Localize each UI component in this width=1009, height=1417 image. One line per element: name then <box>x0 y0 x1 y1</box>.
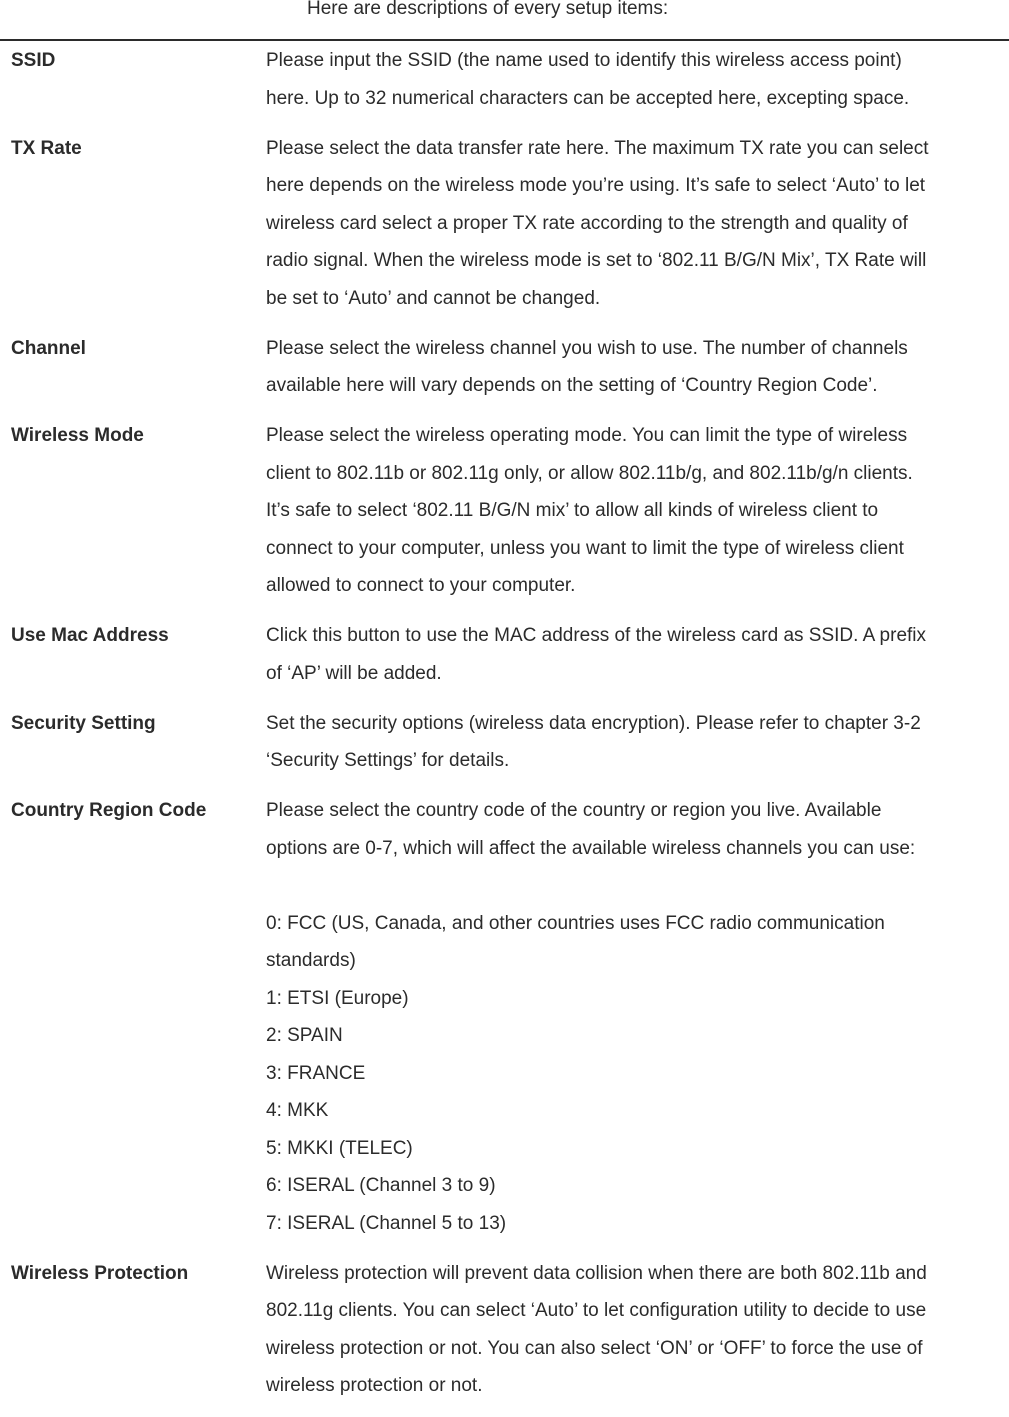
definition-description <box>254 42 989 117</box>
description-line: Wireless protection will prevent data collision when there are both 802.11b and <box>266 1262 927 1284</box>
definition-description <box>254 705 989 780</box>
description-line: here. Up to 32 numerical characters can be accepted here, excepting space. <box>266 87 910 109</box>
definition-term: Country Region Code <box>11 800 207 821</box>
definition-description <box>254 330 989 405</box>
definition-row <box>0 130 1009 318</box>
description-line: here depends on the wireless mode you’re using. It’s safe to select ‘Auto’ to let <box>266 175 926 196</box>
description-line: Please select the country code of the country or region you live. Available <box>266 800 882 821</box>
description-line: of ‘AP’ will be added. <box>266 662 442 684</box>
definition-term: Wireless Mode <box>11 425 144 446</box>
definition-term: Wireless Protection <box>11 1262 189 1284</box>
description-line: be set to ‘Auto’ and cannot be changed. <box>266 287 601 309</box>
description-line: Please select the data transfer rate here. The maximum TX rate you can select <box>266 137 929 159</box>
definition-term: Channel <box>11 337 86 359</box>
description-line: 7: ISERAL (Channel 5 to 13) <box>266 1212 507 1234</box>
header-divider <box>0 39 1009 41</box>
definition-term: SSID <box>11 50 56 71</box>
description-line: available here will vary depends on the setting of ‘Country Region Code’. <box>266 375 878 396</box>
description-line: 4: MKK <box>266 1100 329 1121</box>
blank-line <box>266 867 989 905</box>
definition-term: TX Rate <box>11 137 82 159</box>
definition-row <box>0 617 1009 692</box>
definition-description <box>254 130 989 318</box>
definition-description <box>254 617 989 692</box>
definition-row <box>0 1255 1009 1405</box>
description-line: Set the security options (wireless data encryption). Please refer to chapter 3-2 <box>266 712 921 734</box>
description-line: wireless protection or not. <box>266 1375 483 1396</box>
definition-row <box>0 705 1009 780</box>
description-line: 1: ETSI (Europe) <box>266 987 409 1009</box>
description-line: 5: MKKI (TELEC) <box>266 1137 413 1159</box>
definition-row <box>0 330 1009 405</box>
description-line: wireless card select a proper TX rate according to the strength and quality of <box>266 212 908 234</box>
definition-term: Security Setting <box>11 712 156 734</box>
definition-description <box>254 792 989 1242</box>
description-line: 6: ISERAL (Channel 3 to 9) <box>266 1175 496 1196</box>
definition-list <box>0 42 1009 1417</box>
description-line: wireless protection or not. You can also select ‘ON’ or ‘OFF’ to force the use of <box>266 1337 923 1359</box>
description-line: Click this button to use the MAC address of the wireless card as SSID. A prefix <box>266 625 927 646</box>
description-line: It’s safe to select ‘802.11 B/G/N mix’ to allow all kinds of wireless client to <box>266 500 879 521</box>
definition-term: Use Mac Address <box>11 625 169 646</box>
description-line: ‘Security Settings’ for details. <box>266 750 510 771</box>
definition-row <box>0 417 1009 605</box>
description-line: Please select the wireless channel you wish to use. The number of channels <box>266 337 908 359</box>
description-line: Please select the wireless operating mode. You can limit the type of wireless <box>266 425 908 446</box>
description-line: 2: SPAIN <box>266 1025 343 1046</box>
description-line: Please input the SSID (the name used to identify this wireless access point) <box>266 50 902 71</box>
definition-description <box>254 1255 989 1405</box>
description-line: radio signal. When the wireless mode is set to ‘802.11 B/G/N Mix’, TX Rate will <box>266 250 927 271</box>
description-line: options are 0-7, which will affect the available wireless channels you can use: <box>266 837 916 859</box>
description-line: connect to your computer, unless you want to limit the type of wireless client <box>266 537 904 559</box>
description-line: allowed to connect to your computer. <box>266 575 576 596</box>
description-line: client to 802.11b or 802.11g only, or allow 802.11b/g, and 802.11b/g/n clients. <box>266 462 913 484</box>
intro-text: Here are descriptions of every setup items: <box>307 0 669 19</box>
definition-row <box>0 42 1009 117</box>
description-line: standards) <box>266 950 356 971</box>
definition-description <box>254 417 989 605</box>
description-line: 3: FRANCE <box>266 1062 366 1084</box>
description-line: 802.11g clients. You can select ‘Auto’ to let configuration utility to decide to use <box>266 1300 927 1321</box>
description-line: 0: FCC (US, Canada, and other countries uses FCC radio communication <box>266 912 885 934</box>
definition-row <box>0 792 1009 1242</box>
